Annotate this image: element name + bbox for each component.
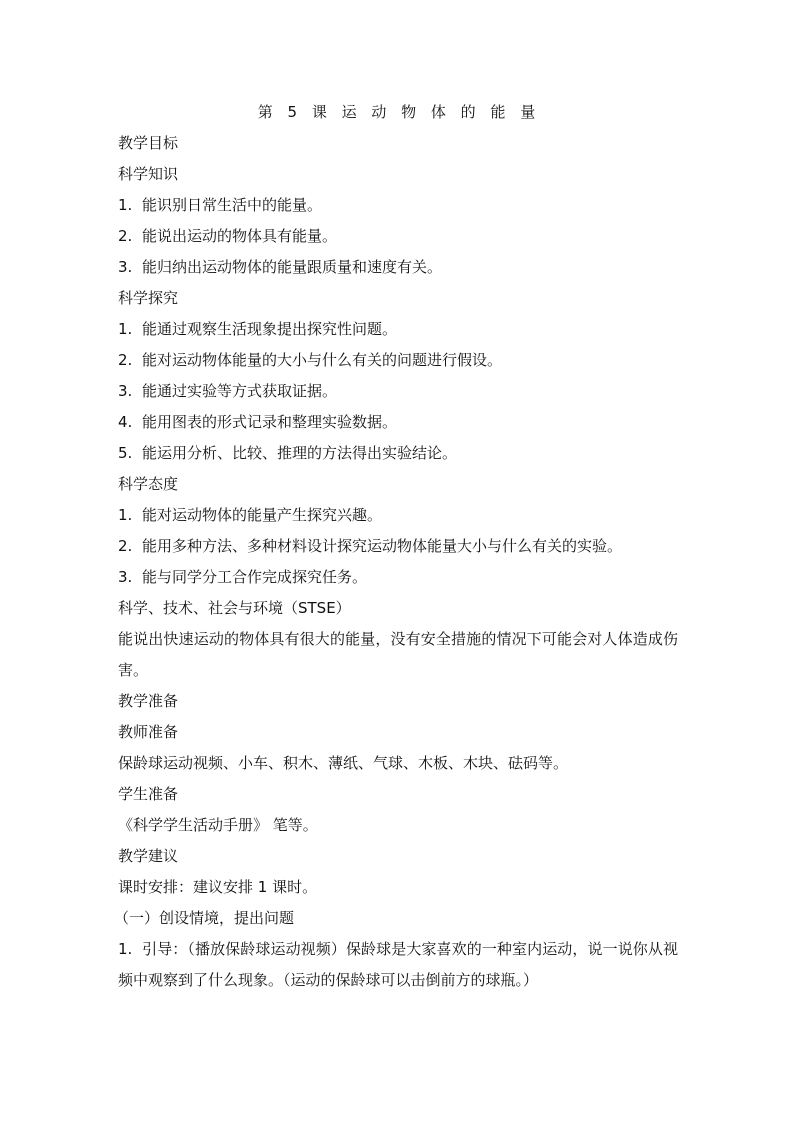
section-heading-goals: 教学目标 — [118, 134, 179, 152]
subheading-teacher-prep: 教师准备 — [118, 723, 179, 741]
teacher-prep-text: 保龄球运动视频、小车、积木、薄纸、气球、木板、木块、砝码等。 — [118, 754, 569, 772]
item-text: 能运用分析、比较、推理的方法得出实验结论。 — [142, 444, 458, 462]
document-body — [114, 97, 678, 996]
list-item — [118, 190, 678, 221]
lesson-title: 第 5 课 运 动 物 体 的 能 量 — [257, 103, 541, 121]
item-text: 能用图表的形式记录和整理实验数据。 — [142, 413, 398, 431]
subheading-knowledge: 科学知识 — [118, 165, 179, 183]
item-text: 能与同学分工合作完成探究任务。 — [142, 568, 368, 586]
item-text: 能说出运动的物体具有能量。 — [142, 227, 338, 245]
stse-paragraph: 能说出快速运动的物体具有很大的能量，没有安全措施的情况下可能会对人体造成伤害。 — [118, 630, 678, 679]
item-number: 2. — [118, 227, 133, 245]
list-item — [118, 407, 678, 438]
item-text: 能通过实验等方式获取证据。 — [142, 382, 338, 400]
student-prep-text: 《科学学生活动手册》 笔等。 — [118, 816, 318, 834]
item-number: 2. — [118, 351, 133, 369]
step-text: 引导：（播放保龄球运动视频）保龄球是大家喜欢的一种室内运动，说一说你从视频中观察到了什么现象。（运动的保龄球可以击倒前方的球瓶。） — [118, 940, 678, 989]
section-heading-preparation: 教学准备 — [118, 692, 179, 710]
item-number: 1. — [118, 940, 133, 958]
item-number: 2. — [118, 537, 133, 555]
list-item — [118, 531, 678, 562]
item-number: 3. — [118, 258, 133, 276]
section-heading-suggestions: 教学建议 — [118, 847, 179, 865]
list-item — [118, 562, 678, 593]
item-number: 5. — [118, 444, 133, 462]
list-item — [118, 314, 678, 345]
item-number: 3. — [118, 568, 133, 586]
subheading-student-prep: 学生准备 — [118, 785, 179, 803]
item-text: 能通过观察生活现象提出探究性问题。 — [142, 320, 398, 338]
item-number: 1. — [118, 506, 133, 524]
subheading-attitude: 科学态度 — [118, 475, 179, 493]
item-text: 能对运动物体的能量产生探究兴趣。 — [142, 506, 383, 524]
list-item — [118, 252, 678, 283]
item-number: 1. — [118, 320, 133, 338]
schedule-text: 课时安排：建议安排 1 课时。 — [118, 878, 318, 896]
list-item — [118, 345, 678, 376]
list-item — [118, 221, 678, 252]
subheading-stse: 科学、技术、社会与环境（STSE） — [118, 599, 351, 617]
list-item — [118, 376, 678, 407]
item-number: 4. — [118, 413, 133, 431]
item-number: 3. — [118, 382, 133, 400]
step-paragraph — [118, 934, 678, 996]
list-item — [118, 438, 678, 469]
section-step-heading: （一）创设情境，提出问题 — [114, 909, 295, 927]
item-text: 能对运动物体能量的大小与什么有关的问题进行假设。 — [142, 351, 503, 369]
item-number: 1. — [118, 196, 133, 214]
subheading-inquiry: 科学探究 — [118, 289, 179, 307]
item-text: 能识别日常生活中的能量。 — [142, 196, 323, 214]
list-item — [118, 500, 678, 531]
item-text: 能归纳出运动物体的能量跟质量和速度有关。 — [142, 258, 443, 276]
item-text: 能用多种方法、多种材料设计探究运动物体能量大小与什么有关的实验。 — [142, 537, 623, 555]
